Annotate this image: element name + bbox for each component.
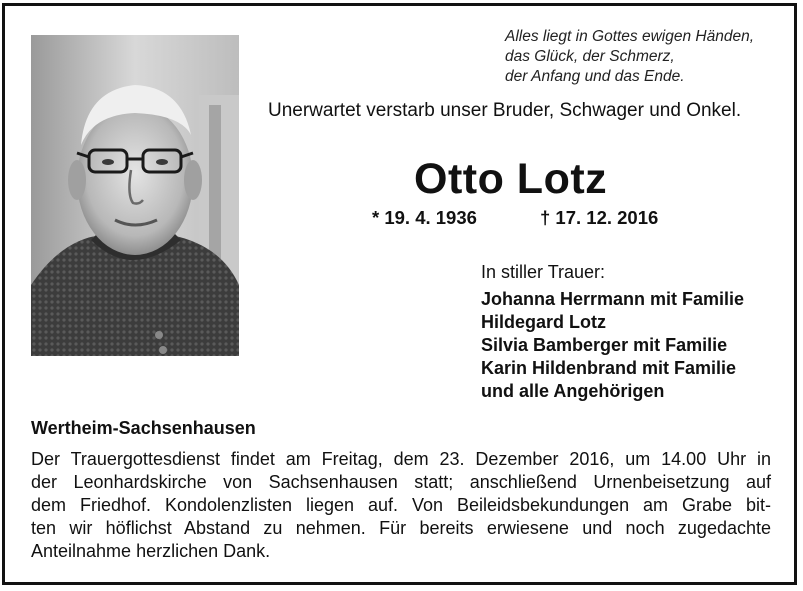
portrait-photo xyxy=(31,35,239,356)
notice-line: Der Trauergottesdienst findet am Freitag, dem 23. Dezember 2016, um 14.00 Uhr in xyxy=(31,449,771,469)
funeral-notice xyxy=(31,448,771,563)
mourner-name: Karin Hildenbrand mit Familie xyxy=(481,358,737,378)
mourner-name: Hildegard Lotz xyxy=(481,312,606,332)
mourner-name: Johanna Herrmann mit Familie xyxy=(481,289,745,309)
notice-line: ten wir höflichst Abstand zu nehmen. Für bereits erwiesene und noch zugedachte xyxy=(31,518,771,538)
deceased-name: Otto Lotz xyxy=(414,155,608,203)
mourners-list xyxy=(481,288,744,403)
motto-line: das Glück, der Schmerz, xyxy=(505,48,675,65)
notice-line: dem Friedhof. Kondolenzlisten liegen auf. Von Beileidsbekundungen am Grabe bit- xyxy=(31,495,771,515)
place-heading: Wertheim-Sachsenhausen xyxy=(31,418,256,438)
death-date: † 17. 12. 2016 xyxy=(540,207,659,228)
mourner-name: und alle Angehörigen xyxy=(481,381,665,401)
portrait-image xyxy=(31,35,239,356)
notice-line: der Leonhardskirche von Sachsenhausen statt; anschließend Urnenbeisetzung auf xyxy=(31,472,771,492)
memorial-motto xyxy=(505,27,754,87)
intro-text: Unerwartet verstarb unser Bruder, Schwager und Onkel. xyxy=(268,100,742,121)
mourners-label: In stiller Trauer: xyxy=(481,262,606,282)
motto-line: Alles liegt in Gottes ewigen Händen, xyxy=(505,28,755,45)
birth-date: * 19. 4. 1936 xyxy=(372,207,477,228)
mourner-name: Silvia Bamberger mit Familie xyxy=(481,335,728,355)
notice-line: Anteilnahme herzlichen Dank. xyxy=(31,541,271,561)
motto-line: der Anfang und das Ende. xyxy=(505,68,685,85)
